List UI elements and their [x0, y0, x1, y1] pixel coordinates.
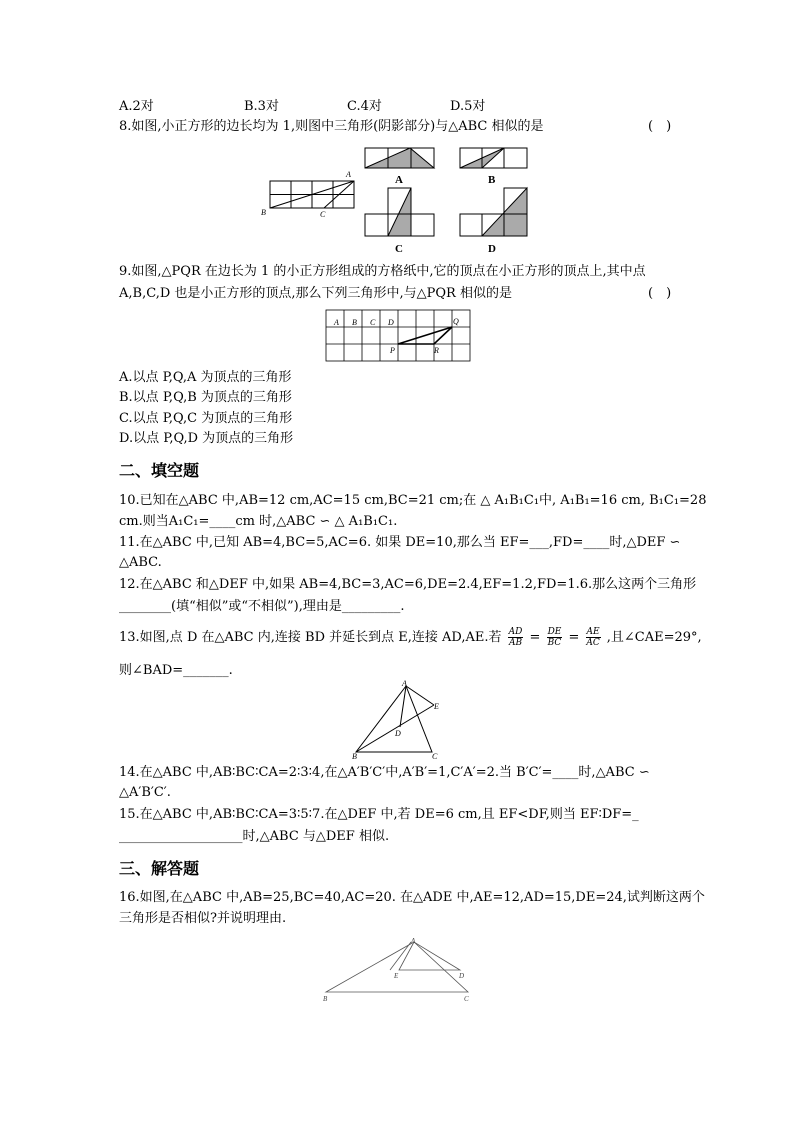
section-solution-heading: 三、解答题 [119, 859, 200, 878]
equals-sign: = [568, 630, 580, 645]
option-b-q7: B.3对 [244, 99, 279, 114]
question-12-line-2: ________(填“相似”或“不相似”),理由是_________. [119, 599, 405, 614]
point-d-label: D [388, 318, 394, 327]
question-15-line-2: ___________________时,△ABC 与△DEF 相似. [119, 829, 390, 844]
fraction-numerator: AE [586, 627, 600, 637]
question-15-line-1: 15.在△ABC 中,AB∶BC∶CA=3∶5∶7.在△DEF 中,若 DE=6 cm,且 EF<DF,则当 EF∶DF=_ [119, 807, 639, 822]
question-13-lead-text: 13.如图,点 D 在△ABC 内,连接 BD 并延长到点 E,连接 AD,AE.若 [119, 630, 502, 645]
question-13-line-1 [119, 624, 702, 652]
point-r-label: R [434, 346, 439, 355]
vertex-b-label: B [352, 752, 357, 760]
question-14-line-2: △A′B′C′. [119, 785, 171, 800]
vertex-a-label: A [346, 170, 351, 179]
question-11-line-2: △ABC. [119, 555, 162, 570]
question-13-line-2: 则∠BAD=_______. [119, 663, 233, 678]
question-13-tail-text: ,且∠CAE=29°, [606, 630, 702, 645]
question-9-option-a: A.以点 P,Q,A 为顶点的三角形 [119, 370, 292, 385]
choice-a-label: A [395, 174, 403, 186]
question-9-option-b: B.以点 P,Q,B 为顶点的三角形 [119, 390, 292, 405]
vertex-b-label: B [261, 208, 266, 217]
equals-sign: = [529, 630, 541, 645]
question-8-text: 8.如图,小正方形的边长均为 1,则图中三角形(阴影部分)与△ABC 相似的是 [119, 119, 544, 134]
question-9-option-c: C.以点 P,Q,C 为顶点的三角形 [119, 411, 293, 426]
point-q-label: Q [453, 317, 459, 326]
triangle-figure-q16 [318, 936, 478, 1008]
point-b-label: B [352, 318, 357, 327]
answer-bracket-q8: ( ) [648, 119, 672, 134]
question-9-option-d: D.以点 P,Q,D 为顶点的三角形 [119, 431, 294, 446]
question-9-line-2: A,B,C,D 也是小正方形的顶点,那么下列三角形中,与△PQR 相似的是 [119, 286, 512, 301]
vertex-e-label: E [394, 972, 399, 980]
question-16-line-1: 16.如图,在△ABC 中,AB=25,BC=40,AC=20. 在△ADE 中,AE=12,AD=15,DE=24,试判断这两个 [119, 890, 705, 905]
fraction-numerator: DE [547, 627, 562, 637]
question-9-line-1: 9.如图,△PQR 在边长为 1 的小正方形组成的方格纸中,它的顶点在小正方形的顶点上,其中点 [119, 264, 646, 279]
question-10-line-1: 10.已知在△ABC 中,AB=12 cm,AC=15 cm,BC=21 cm;在 △ A₁B₁C₁中, A₁B₁=16 cm, B₁C₁=28 [119, 493, 707, 508]
option-d-q7: D.5对 [450, 99, 486, 114]
fraction-numerator: AD [508, 627, 523, 637]
vertex-b-label: B [323, 995, 328, 1003]
choice-b-label: B [488, 174, 496, 186]
figure-q8 [258, 140, 538, 260]
fraction-de-bc [547, 627, 563, 648]
fraction-denominator: AB [508, 638, 523, 648]
section-fill-in-heading: 二、填空题 [119, 461, 200, 480]
point-c-label: C [370, 318, 376, 327]
fraction-denominator: BC [547, 638, 562, 648]
question-14-line-1: 14.在△ABC 中,AB∶BC∶CA=2∶3∶4,在△A′B′C′中,A′B′=1,C′A′=2.当 B′C′=____时,△ABC ∽ [119, 765, 650, 780]
vertex-a-label: A [402, 680, 407, 688]
fraction-denominator: AC [586, 638, 600, 648]
option-a-q7: A.2对 [119, 99, 154, 114]
point-a-label: A [334, 318, 339, 327]
question-10-line-2: cm.则当A₁C₁=____cm 时,△ABC ∽ △ A₁B₁C₁. [119, 514, 398, 529]
vertex-d-label: D [459, 972, 465, 980]
vertex-e-label: E [434, 702, 439, 711]
choice-d-label: D [488, 243, 496, 255]
vertex-c-label: C [432, 752, 438, 760]
option-c-q7: C.4对 [347, 99, 382, 114]
point-p-label: P [390, 346, 395, 355]
question-11-line-1: 11.在△ABC 中,已知 AB=4,BC=5,AC=6. 如果 DE=10,那么当 EF=___,FD=____时,△DEF ∽ [119, 535, 681, 550]
vertex-c-label: C [464, 995, 469, 1003]
choice-c-label: C [395, 243, 403, 255]
triangle-figure-q13 [348, 680, 448, 764]
answer-bracket-q9: ( ) [648, 286, 672, 301]
grid-figure-q9 [323, 306, 473, 368]
fraction-ad-ab [508, 627, 524, 648]
vertex-a-label: A [411, 937, 416, 945]
vertex-d-label: D [395, 729, 401, 738]
fraction-ae-ac [586, 627, 601, 648]
question-16-line-2: 三角形是否相似?并说明理由. [119, 911, 287, 926]
vertex-c-label: C [320, 210, 326, 219]
question-12-line-1: 12.在△ABC 和△DEF 中,如果 AB=4,BC=3,AC=6,DE=2.4,EF=1.2,FD=1.6.那么这两个三角形 [119, 577, 697, 592]
